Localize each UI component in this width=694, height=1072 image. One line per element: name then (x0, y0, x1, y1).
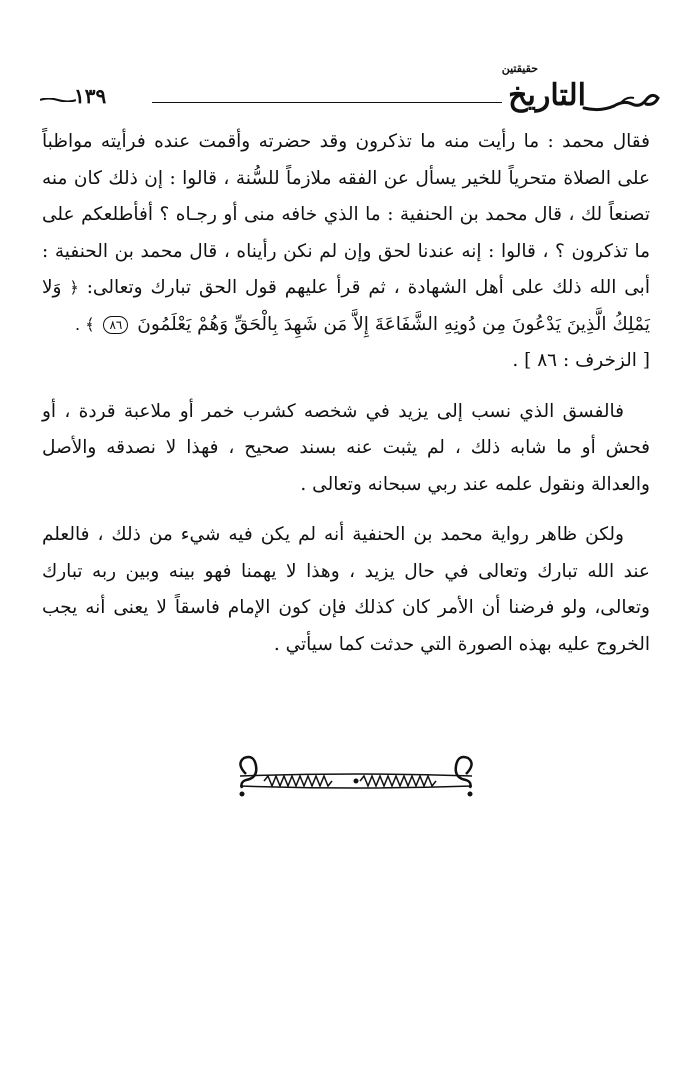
text-line: تصنعاً لك ، قال محمد بن الحنفية : ما الذي خافه منى أو رجـاه ؟ أفأطلعكم على (42, 204, 650, 225)
paragraph-1 (42, 124, 650, 343)
text-line: بهذه الصورة التي حدثت كما سيأتي . (273, 633, 552, 655)
text-line: على الصلاة متحرياً للخير يسأل عن الفقه ملازماً للسُّنة ، قالوا : إن ذلك كان منه (42, 167, 650, 189)
text-line: فرضنا أن الأمر كان كذلك فإن كون الإمام فاسقاً لا يعنى أنه يجب الخروج عليه (42, 597, 650, 655)
ayah-number-badge: ٨٦ (103, 316, 128, 334)
quran-close-brace: ﴾ . (75, 314, 95, 334)
text-line: ما تذكرون ؟ ، قالوا : إنه عندنا لحق وإن لم نكن رأيناه ، قال محمد بن الحنفية : (42, 240, 650, 262)
text-line: أو ما شابه ذلك ، لم يثبت عنه بسند صحيح ، فهذا لا نصدقه والأصل والعدالة ونقول (42, 437, 650, 495)
running-title: التاريخ (508, 78, 586, 113)
quran-verse-part-2: الَّذِينَ يَدْعُونَ مِن دُونِهِ الشَّفَاعَةَ إِلاَّ مَن شَهِدَ بِالْحَقِّ وَهُمْ يَعْلَمُونَ (137, 313, 607, 335)
text-line: علمه عند ربي سبحانه وتعالى . (300, 473, 533, 495)
paragraph-3 (42, 517, 650, 663)
page-number-flourish-icon (40, 98, 76, 102)
decorative-divider-icon (232, 752, 480, 808)
calligraphic-flourish-icon (580, 78, 660, 114)
verse-citation: [ الزخرف : ٨٦ ] . (512, 350, 650, 371)
page-number: ١٣٩ (74, 84, 107, 108)
text-line: فالفسق الذي نسب إلى يزيد في شخصه كشرب خمر أو ملاعبة قردة ، أو فحش (42, 400, 650, 458)
running-subtitle: حقيقتين (501, 62, 538, 75)
quran-verse-part-1: وَلا يَمْلِكُ (42, 277, 650, 335)
text-line: فقال محمد : ما رأيت منه ما تذكرون وقد حضرته وأقمت عنده فرأيته مواظباً (42, 131, 650, 152)
text-line: ولكن ظاهر رواية محمد بن الحنفية أنه لم يكن فيه شيء من ذلك ، فالعلم عند (42, 524, 650, 582)
page-body (42, 124, 650, 663)
text-line: الله تبارك وتعالى في حال يزيد ، وهذا لا يهمنا فهو بينه وبين ربه تبارك وتعالى، ولو (42, 560, 650, 618)
text-line: أبى الله ذلك على أهل الشهادة ، ثم قرأ عليهم قول الحق تبارك وتعالى: (86, 277, 650, 298)
quran-open-brace: ﴿ (69, 278, 79, 297)
paragraph-2 (42, 394, 650, 504)
page-header (40, 58, 660, 118)
header-rule (152, 102, 502, 103)
